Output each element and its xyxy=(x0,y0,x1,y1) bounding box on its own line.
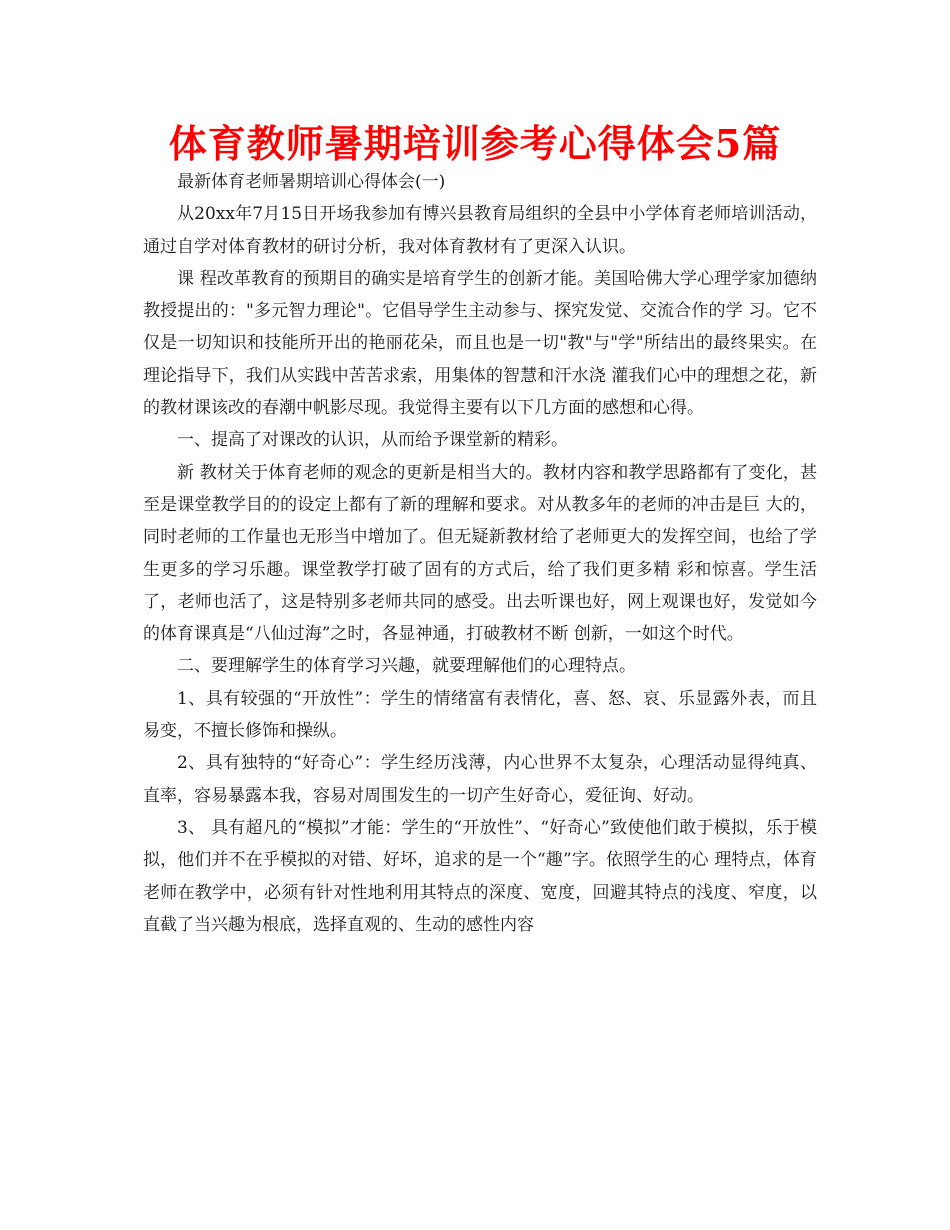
section-heading: 一、提高了对课改的认识，从而给予课堂新的精彩。 xyxy=(177,430,568,451)
document-title: 体育教师暑期培训参考心得体会5篇 xyxy=(168,121,782,166)
paragraph: 课 程改革教育的预期目的确实是培育学生的创新才能。美国哈佛大学心理学家加德纳教授提出的："多元智力理论"。它倡导学生主动参与、探究发觉、交流合作的学 习。它不仅是一切知识和技能所开出的艳丽花朵，而且也是一切"教"与"学"所结出的最终果实。在理论指导下，我们从实践中苦苦求索，用集体的智慧和汗水浇 灌我们心中的理想之花，新的教材课该改的春潮中帆影尽现。我觉得主要有以下几方面的感想和心得。 xyxy=(143,268,817,419)
document-body xyxy=(143,166,817,941)
list-item: 2、具有独特的“好奇心”：学生经历浅薄，内心世界不太复杂，心理活动显得纯真、直率，容易暴露本我，容易对周围发生的一切产生好奇心，爱征询、好动。 xyxy=(143,753,817,806)
section-heading: 二、要理解学生的体育学习兴趣，就要理解他们的心理特点。 xyxy=(177,656,636,677)
list-item: 3、 具有超凡的“模拟”才能：学生的“开放性”、“好奇心”致使他们敢于模拟，乐于模拟，他们并不在乎模拟的对错、好坏，追求的是一个“趣”字。依照学生的心 理特点，体育老师在教学中，必须有针对性地利用其特点的深度、宽度，回避其特点的浅度、窄度，以直截了当兴趣为根底，选择直观的、生动的感性内容 xyxy=(143,817,817,935)
paragraph: 从20xx年7月15日开场我参加有博兴县教育局组织的全县中小学体育老师培训活动，通过自学对体育教材的研讨分析，我对体育教材有了更深入认识。 xyxy=(143,204,817,257)
document-subtitle: 最新体育老师暑期培训心得体会(一) xyxy=(177,172,446,192)
paragraph: 新 教材关于体育老师的观念的更新是相当大的。教材内容和教学思路都有了变化，甚至是课堂教学目的的设定上都有了新的理解和要求。对从教多年的老师的冲击是巨 大的，同时老师的工作量也无形当中增加了。但无疑新教材给了老师更大的发挥空间，也给了学生更多的学习乐趣。课堂教学打破了固有的方式后，给了我们更多精 彩和惊喜。学生活了，老师也活了，这是特别多老师共同的感受。出去听课也好，网上观课也好，发觉如今的体育课真是“八仙过海”之时，各显神通，打破教材不断 创新，一如这个时代。 xyxy=(143,462,817,645)
list-item: 1、具有较强的“开放性”：学生的情绪富有表情化，喜、怒、哀、乐显露外表，而且易变，不擅长修饰和操纵。 xyxy=(143,688,817,742)
